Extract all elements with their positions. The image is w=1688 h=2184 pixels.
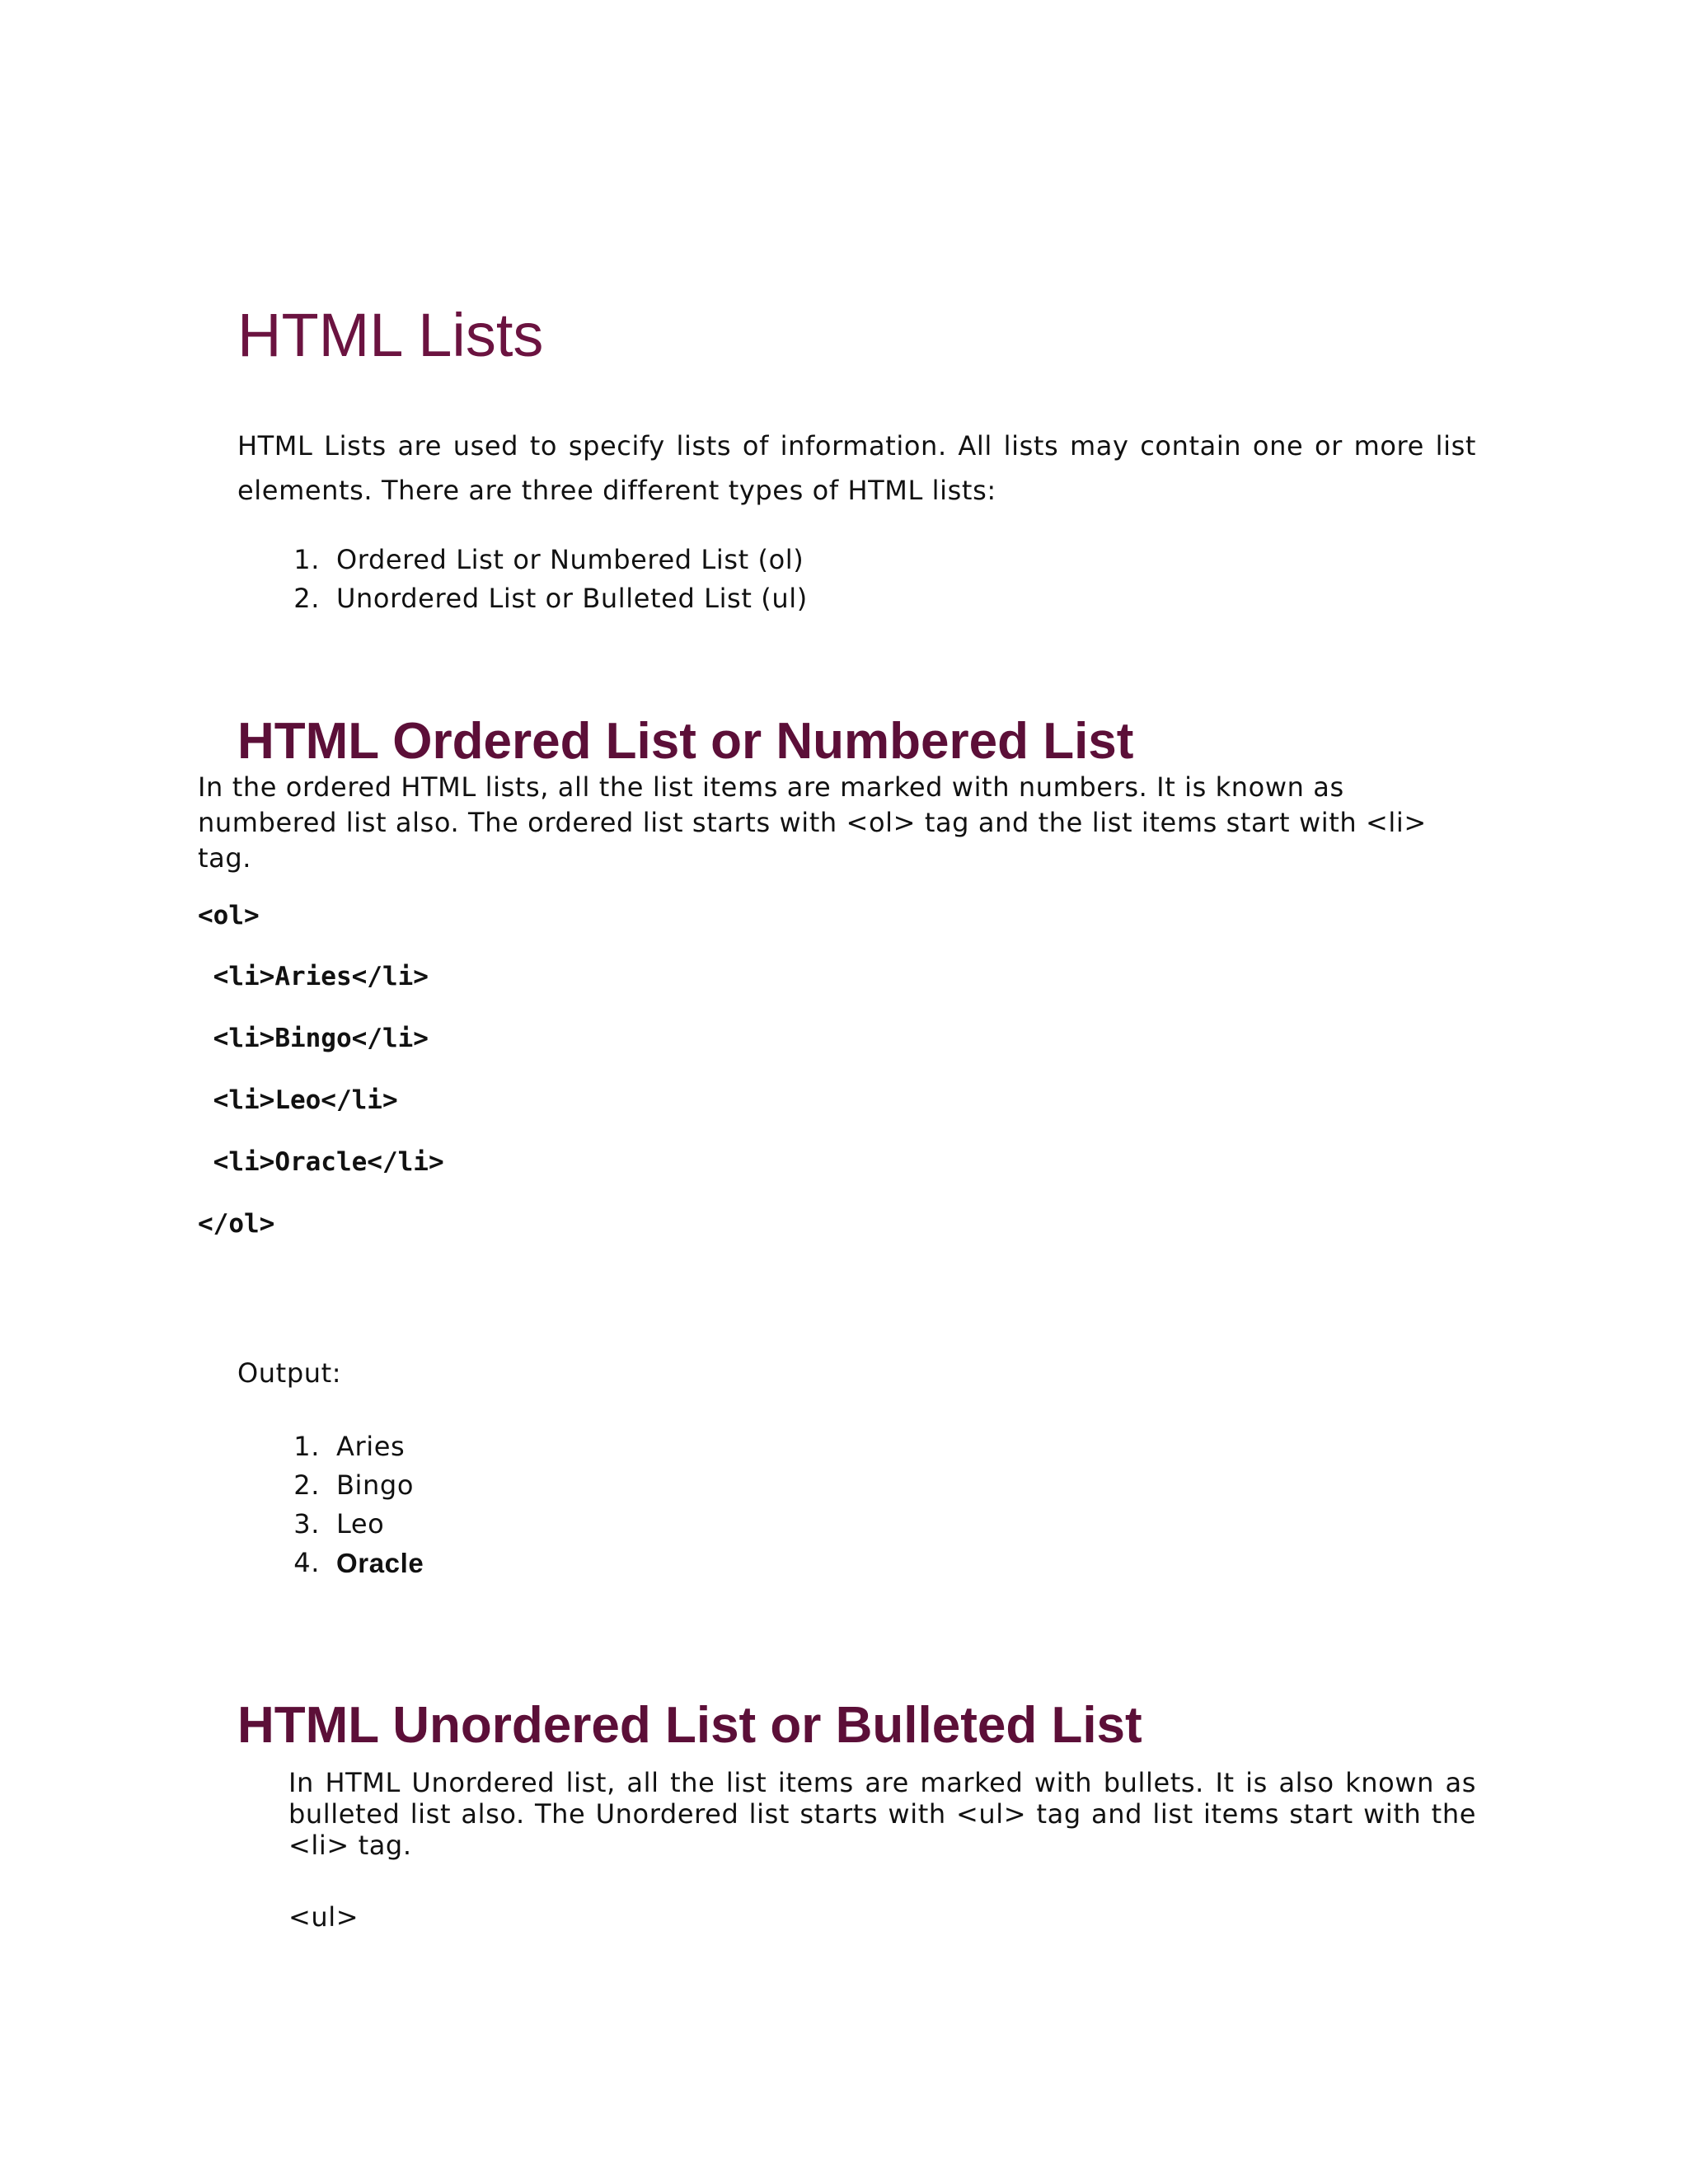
list-item — [287, 541, 808, 579]
list-item-number: 2. — [293, 583, 320, 614]
code-line-ol-close: </ol> — [198, 1209, 275, 1239]
code-line-ol-open: <ol> — [198, 901, 260, 930]
code-line-li-bingo: <li>Bingo</li> — [198, 1024, 429, 1053]
intro-paragraph: HTML Lists are used to specify lists of information. All lists may contain one or more list elements. There are three different types of HTML lists: — [237, 430, 1476, 506]
list-item-number: 4. — [293, 1547, 320, 1578]
ordered-list-description: In the ordered HTML lists, all the list items are marked with numbers. It is known as numbered list also. The ordered list starts with <ol> tag and the list items start with <li> tag. — [198, 771, 1427, 874]
list-item-number: 1. — [293, 1431, 320, 1462]
list-item-number: 3. — [293, 1508, 320, 1540]
code-line-li-oracle: <li>Oracle</li> — [198, 1147, 444, 1177]
unordered-list-description: In HTML Unordered list, all the list items are marked with bullets. It is also known as bulleted list also. The Unordered list starts with <ul> tag and list items start with the <li> tag. — [288, 1767, 1476, 1861]
page-title: HTML Lists — [237, 301, 544, 369]
code-line-ul-open: <ul> — [288, 1901, 359, 1933]
list-item — [287, 579, 808, 618]
list-types-list — [287, 541, 808, 618]
list-item — [287, 1427, 424, 1466]
code-line-li-aries: <li>Aries</li> — [198, 962, 429, 991]
list-item — [287, 1544, 424, 1582]
list-item — [287, 1466, 424, 1505]
list-item-number: 2. — [293, 1469, 320, 1501]
list-item-label: Unordered List or Bulleted List (ul) — [336, 583, 808, 614]
list-item-label: Leo — [336, 1508, 385, 1540]
unordered-list-heading: HTML Unordered List or Bulleted List — [237, 1697, 1142, 1754]
list-item-label: Aries — [336, 1431, 406, 1462]
output-list — [287, 1427, 424, 1582]
code-line-li-leo: <li>Leo</li> — [198, 1085, 398, 1115]
list-item-label: Oracle — [336, 1548, 424, 1578]
list-item-number: 1. — [293, 544, 320, 575]
ordered-list-heading: HTML Ordered List or Numbered List — [237, 713, 1134, 770]
output-label: Output: — [237, 1357, 342, 1389]
list-item — [287, 1505, 424, 1544]
list-item-label: Ordered List or Numbered List (ol) — [336, 544, 804, 575]
list-item-label: Bingo — [336, 1469, 415, 1501]
